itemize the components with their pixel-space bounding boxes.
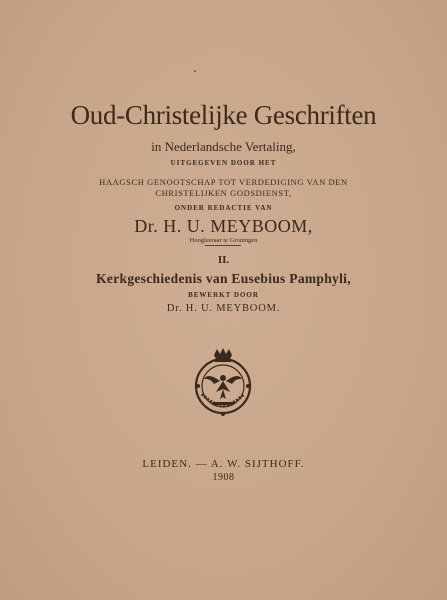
paper-speck — [194, 70, 196, 72]
publisher-emblem-icon — [186, 346, 260, 420]
divider-rule — [205, 245, 241, 246]
editor-name: Dr. H. U. MEYBOOM, — [134, 216, 313, 236]
editor-title: Hoogleeraar te Groningen — [189, 237, 258, 244]
volume-title: Kerkgeschiedenis van Eusebius Pamphyli, — [96, 271, 351, 286]
society-name-line2: CHRISTELIJKEN GODSDIENST, — [155, 188, 292, 198]
author-name: Dr. H. U. MEYBOOM. — [166, 303, 281, 314]
society-name-line1: HAAGSCH GENOOTSCHAP TOT VERDEDIGING VAN DEN — [99, 177, 348, 187]
publication-year: 1908 — [212, 472, 235, 483]
subtitle: in Nederlandsche Vertaling, — [151, 139, 296, 154]
edited-by-label: BEWERKT DOOR — [188, 291, 259, 299]
book-title: Oud-Christelijke Geschriften — [70, 100, 377, 130]
volume-number: II. — [217, 254, 230, 266]
published-by-label: UITGEGEVEN DOOR HET — [170, 159, 277, 167]
publisher-line: LEIDEN. — A. W. SIJTHOFF. — [142, 458, 305, 470]
editorship-label: ONDER REDACTIE VAN — [174, 204, 273, 212]
